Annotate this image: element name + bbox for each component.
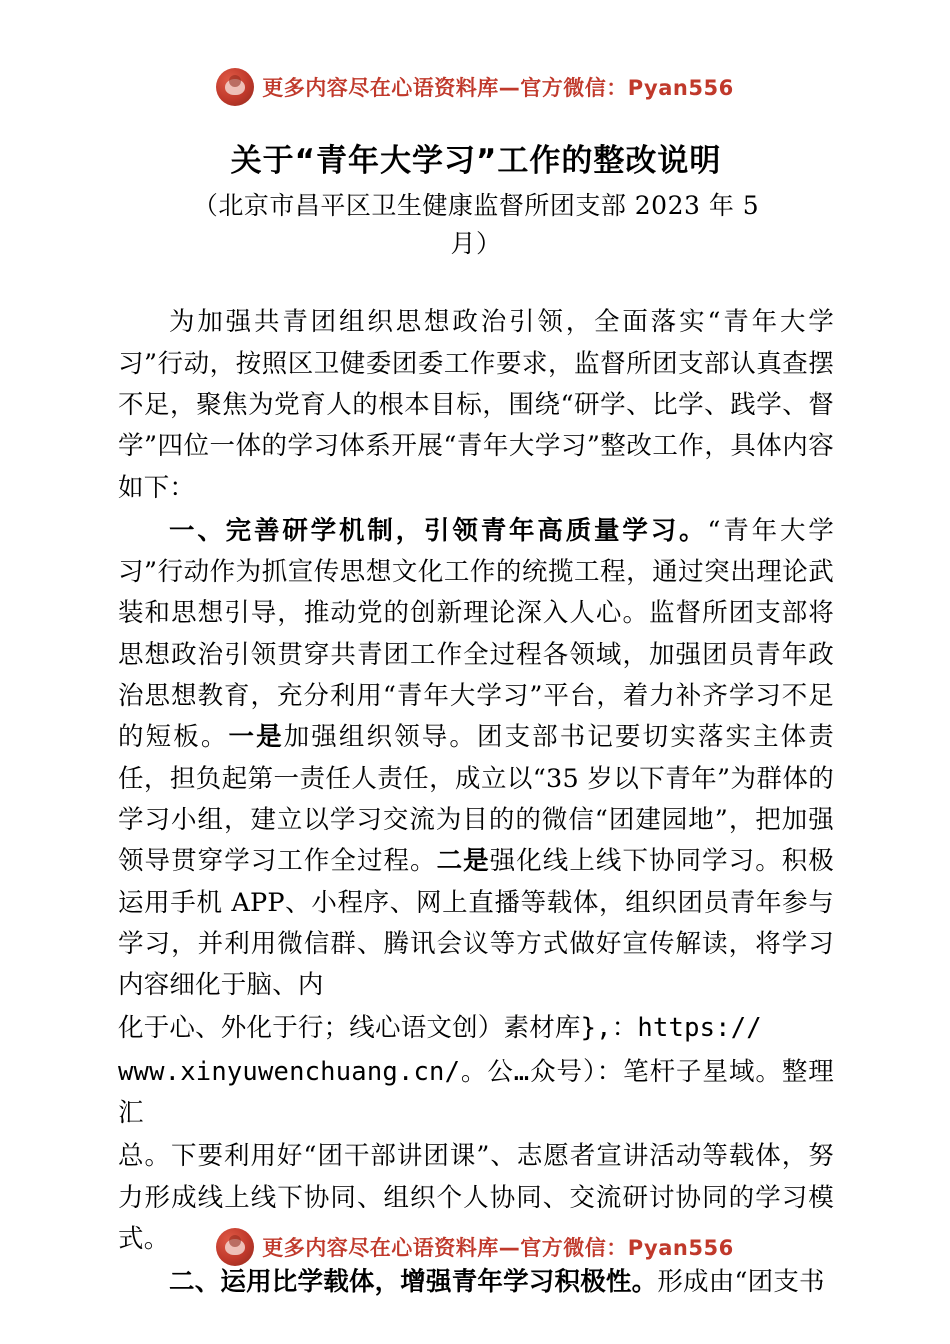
watermark-text: 更多内容尽在心语资料库—官方微信：Pyan556 <box>262 1236 734 1260</box>
marker-first: 一是 <box>228 722 284 753</box>
paragraph-2-seg5: 总。下要利用好“团干部讲团课”、志愿者宣讲活动等载体，努力形成线上线下协同、组织个人协同、交流研讨协同的学习模式。 <box>118 1141 834 1254</box>
circle-logo-icon <box>216 1228 254 1266</box>
paragraph-2-seg2: 强化线上线下协同学习。积极运用手机 APP、小程序、网上直播等载体，组织团员青年参与学习，并利用微信群、腾讯会议等方式做好宣传解读，将学习内容细化于脑、内 <box>118 846 834 1001</box>
watermark-top <box>0 68 950 106</box>
paragraph-2-url-line-1: 化于心、外化于行；线心语文创）素材库},：https:// <box>118 1013 762 1044</box>
document-subtitle: （北京市昌平区卫生健康监督所团支部 2023 年 5 月） <box>192 191 760 258</box>
document-content <box>118 140 834 1306</box>
paragraph-2-url-line-2: www.xinyuwenchuang.cn/。公…众号）：笔杆子星域。整理汇 <box>118 1056 834 1129</box>
paragraph-3-heading: 二、运用比学载体，增强青年学习积极性。 <box>169 1267 658 1298</box>
paragraph-2-seg1: 加强组织领导。团支部书记要切实落实主体责任，担负起第一责任人责任，成立以“35 岁以下青年”为群体的学习小组，建立以学习交流为目的的微信“团建园地”，把加强领导贯穿学习工作全过程。 <box>118 722 834 877</box>
marker-second: 二是 <box>436 846 490 877</box>
paragraph-2-heading: 一、完善研学机制，引领青年高质量学习。 <box>169 515 708 546</box>
paragraph-1: 为加强共青团组织思想政治引领，全面落实“青年大学习”行动，按照区卫健委团委工作要求，监督所团支部认真查摆不足，聚焦为党育人的根本目标，围绕“研学、比学、践学、督学”四位一体的学习体系开展“青年大学习”整改工作，具体内容如下： <box>118 307 834 503</box>
watermark-text: 更多内容尽在心语资料库—官方微信：Pyan556 <box>262 76 734 100</box>
paragraph-3-body: 形成由“团支书 <box>657 1267 825 1298</box>
watermark-bottom <box>0 1228 950 1266</box>
paragraph-3 <box>118 1262 834 1303</box>
circle-logo-icon <box>216 68 254 106</box>
paragraph-2 <box>118 511 834 1007</box>
page-title: 关于“青年大学习”工作的整改说明 <box>230 143 722 179</box>
paragraph-2-body: “青年大学习”行动作为抓宣传思想文化工作的统揽工程，通过突出理论武装和思想引导，推动党的创新理论深入人心。监督所团支部将思想政治引领贯穿共青团工作全过程各领域，加强团员青年政治思想教育，充分利用“青年大学习”平台，着力补齐学习不足的短板。 <box>118 515 834 753</box>
